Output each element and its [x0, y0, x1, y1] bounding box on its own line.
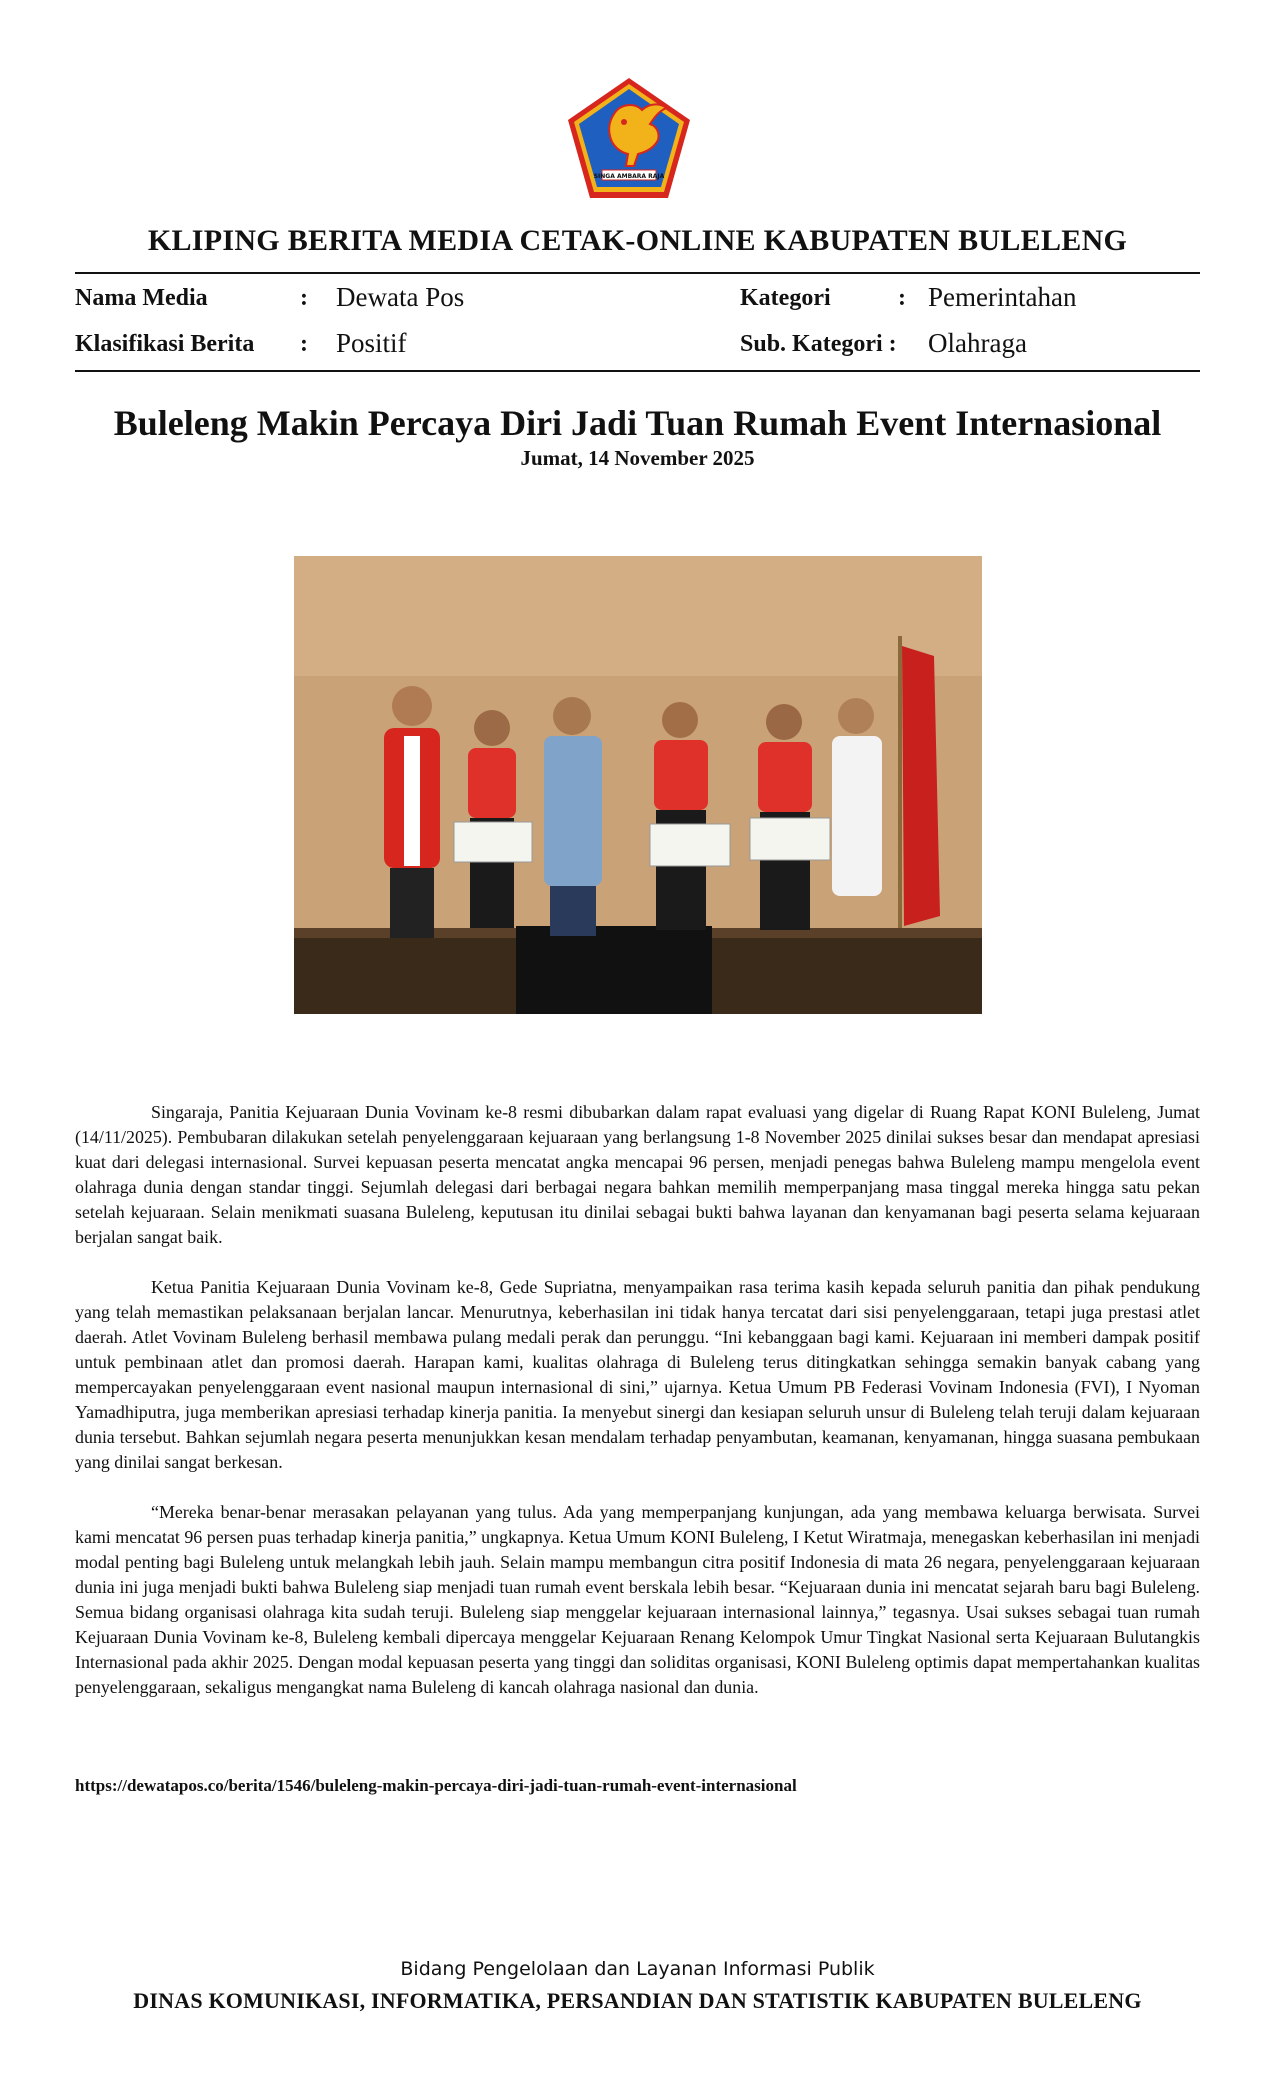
header-top-rule: [75, 272, 1200, 274]
media-label: Nama Media: [75, 285, 208, 311]
header-bottom-rule: [75, 370, 1200, 372]
footer-agency: DINAS KOMUNIKASI, INFORMATIKA, PERSANDIAN DAN STATISTIK KABUPATEN BULELENG: [133, 1988, 1142, 2013]
klasifikasi-label: Klasifikasi Berita: [75, 331, 255, 357]
buleleng-crest-icon: [562, 74, 696, 204]
article-body: [75, 1100, 1200, 1725]
media-separator: :: [300, 285, 308, 311]
article-date: Jumat, 14 November 2025: [520, 446, 755, 470]
kategori-value: Pemerintahan: [928, 282, 1077, 312]
subkategori-label: Sub. Kategori :: [740, 331, 897, 357]
article-headline: Buleleng Makin Percaya Diri Jadi Tuan Rumah Event Internasional: [113, 403, 1162, 443]
article-paragraph: Singaraja, Panitia Kejuaraan Dunia Vovinam ke-8 resmi dibubarkan dalam rapat evaluasi yang digelar di Ruang Rapat KONI Buleleng, Jumat (14/11/2025). Pembubaran dilakukan setelah penyelenggaraan kejuaraan yang berlangsung 1-8 November 2025 dinilai sukses besar dan mendapat apresiasi kuat dari delegasi internasional. Survei kepuasan peserta mencatat angka mencapai 96 persen, menjadi penegas bahwa Buleleng mampu mengelola event olahraga dunia dengan standar tinggi. Sejumlah delegasi dari berbagai negara bahkan memilih memperpanjang masa tinggal mereka hingga satu pekan setelah kejuaraan. Selain menikmati suasana Buleleng, keputusan itu dinilai sebagai bukti bahwa layanan dan kenyamanan bagi peserta selama kejuaraan berjalan sangat baik.: [75, 1102, 1200, 1247]
article-photo: [294, 556, 982, 1014]
kategori-separator: :: [898, 285, 906, 311]
footer-department: Bidang Pengelolaan dan Layanan Informasi Publik: [400, 1958, 875, 1980]
media-value: Dewata Pos: [336, 282, 465, 312]
klasifikasi-value: Positif: [336, 328, 407, 358]
kategori-label: Kategori: [740, 285, 831, 311]
kliping-title: KLIPING BERITA MEDIA CETAK-ONLINE KABUPATEN BULELENG: [147, 224, 1128, 257]
crest-motto: SINGA AMBARA RAJA: [593, 173, 665, 180]
article-paragraph: “Mereka benar-benar merasakan pelayanan yang tulus. Ada yang memperpanjang kunjungan, ada yang membawa keluarga berwisata. Survei kami mencatat 96 persen puas terhadap kinerja panitia,” ungkapnya. Ketua Umum KONI Buleleng, I Ketut Wiratmaja, menegaskan keberhasilan ini menjadi modal penting bagi Buleleng untuk melangkah lebih jauh. Selain mampu membangun citra positif Indonesia di mata 26 negara, penyelenggaraan kejuaraan dunia ini juga menjadi bukti bahwa Buleleng siap menjadi tuan rumah event berskala lebih besar. “Kejuaraan dunia ini mencatat sejarah baru bagi Buleleng. Semua bidang organisasi olahraga kita sudah teruji. Buleleng siap menggelar kejuaraan internasional lainnya,” tegasnya. Usai sukses sebagai tuan rumah Kejuaraan Dunia Vovinam ke-8, Buleleng kembali dipercaya menggelar Kejuaraan Renang Kelompok Umur Tingkat Nasional serta Kejuaraan Bulutangkis Internasional pada akhir 2025. Dengan modal kepuasan peserta yang tinggi dan soliditas organisasi, KONI Buleleng optimis dapat mempertahankan kualitas penyelenggaraan, sekaligus mengangkat nama Buleleng di kancah olahraga nasional dan dunia.: [75, 1502, 1200, 1697]
klasifikasi-separator: :: [300, 331, 308, 357]
article-paragraph: Ketua Panitia Kejuaraan Dunia Vovinam ke-8, Gede Supriatna, menyampaikan rasa terima kasih kepada seluruh panitia dan pihak pendukung yang telah memastikan pelaksanaan berjalan lancar. Menurutnya, keberhasilan ini tidak hanya tercatat dari sisi penyelenggaraan, tetapi juga prestasi atlet daerah. Atlet Vovinam Buleleng berhasil membawa pulang medali perak dan perunggu. “Ini kebanggaan bagi kami. Kejuaraan ini memberi dampak positif untuk pembinaan atlet dan promosi daerah. Harapan kami, kualitas olahraga di Buleleng terus ditingkatkan sehingga semakin banyak cabang yang mempercayakan penyelenggaraan event nasional maupun internasional di sini,” ujarnya. Ketua Umum PB Federasi Vovinam Indonesia (FVI), I Nyoman Yamadhiputra, juga memberikan apresiasi terhadap kinerja panitia. Ia menyebut sinergi dan kesiapan seluruh unsur di Buleleng telah teruji dalam kejuaraan dunia tersebut. Bahkan sejumlah negara peserta menunjukkan kesan mendalam terhadap penyambutan, keamanan, kenyamanan, hingga suasana pembukaan yang dinilai sangat berkesan.: [75, 1277, 1200, 1472]
subkategori-value: Olahraga: [928, 328, 1027, 358]
source-link[interactable]: https://dewatapos.co/berita/1546/buleleng-makin-percaya-diri-jadi-tuan-rumah-event-internasional: [75, 1776, 797, 1795]
